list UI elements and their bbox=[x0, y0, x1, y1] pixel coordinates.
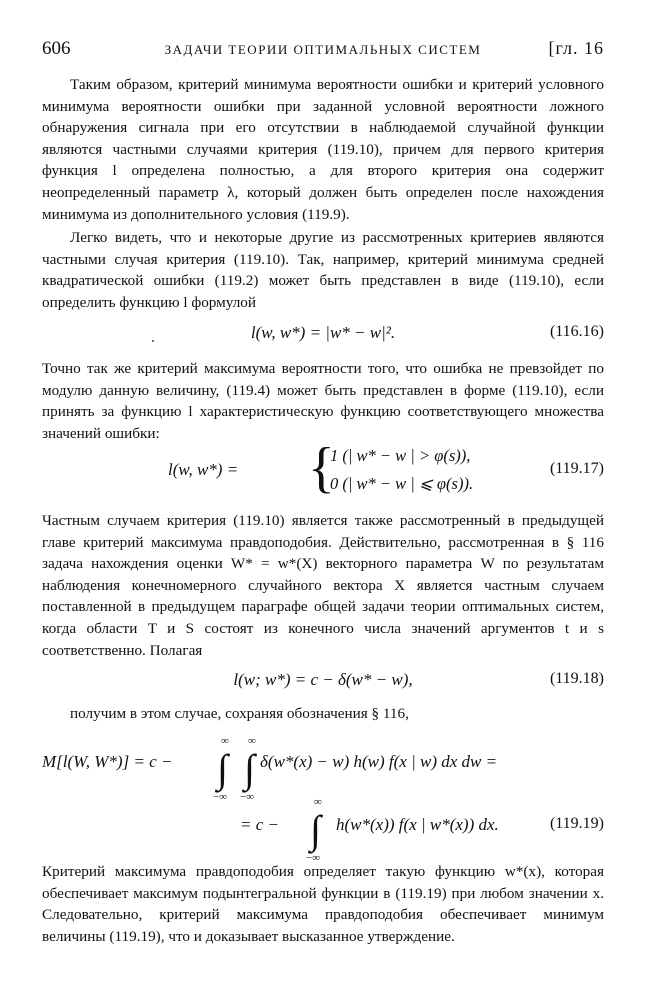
equation-number: (119.18) bbox=[549, 670, 604, 687]
paragraph-4: Частным случаем критерия (119.10) является также рассмотренный в предыдущей главе критерий максимума правдоподобия. Действительно, рассмотренная в § 116 задача нахождения оценки W* = w*(X) векторного параметра W по результатам наблюдения конечномерного случайного вектора X является частным случаем поставленной в предыдущем параграфе общей задачи теории оптимальных систем, когда области T и S состоят из конечного числа значений аргументов t и s соответственно. Полагая bbox=[42, 512, 604, 659]
paragraph-6: Критерий максимума правдоподобия определяет такую функцию w*(x), которая обеспечивает максимум подынтегральной функции в (119.19) при любом значении x. Следовательно, критерий максимума правдоподобия обеспечивает минимум величины (119.19), что и доказывает высказанное утверждение. bbox=[42, 863, 604, 945]
integrand-1: δ(w*(x) − w) h(w) f(x | w) dx dw = bbox=[260, 752, 498, 771]
equation-119-18 bbox=[42, 670, 604, 696]
equation-line2-start: = c − bbox=[240, 815, 279, 834]
paragraph-2: Легко видеть, что и некоторые другие из рассмотренных критериев являются частными случая критерия (119.10). Так, например, критерий минимума средней квадратической ошибки (119.2) может быть представлен в виде (119.10), если определить функцию l формулой bbox=[42, 229, 604, 311]
equation-number: (116.16) bbox=[549, 323, 604, 340]
case-row-1: 1 (| w* − w | > φ(s)), bbox=[330, 446, 471, 465]
integral-symbol: ∫ bbox=[310, 807, 321, 852]
integrand-2: h(w*(x)) f(x | w*(x)) dx. bbox=[336, 815, 499, 834]
brace-symbol: { bbox=[308, 437, 335, 499]
paragraph-5: получим в этом случае, сохраняя обозначения § 116, bbox=[70, 705, 409, 722]
integral-symbol: ∫ bbox=[217, 746, 228, 791]
case-row-2: 0 (| w* − w | ⩽ φ(s)). bbox=[330, 474, 474, 493]
equation-expression: l(w; w*) = c − δ(w* − w), bbox=[233, 670, 413, 689]
integral-symbol: ∫ bbox=[244, 746, 255, 791]
equation-lhs: l(w, w*) = bbox=[168, 460, 239, 479]
lower-limit: −∞ bbox=[306, 852, 321, 864]
running-header bbox=[42, 38, 604, 62]
upper-limit: ∞ bbox=[314, 796, 322, 808]
equation-number: (119.19) bbox=[549, 815, 604, 832]
equation-119-17 bbox=[42, 437, 604, 502]
equation-expression: l(w, w*) = |w* − w|². bbox=[250, 323, 396, 342]
equation-number: (119.17) bbox=[549, 460, 604, 477]
upper-limit: ∞ bbox=[248, 735, 256, 747]
page-number: 606 bbox=[42, 38, 71, 59]
equation-lhs: M[l(W, W*)] = c − bbox=[42, 752, 173, 771]
paragraph-1: Таким образом, критерий минимума вероятности ошибки и критерий условного минимума вероятности ошибки при заданной условной вероятности ложного обнаружения сигнала при его отсутствии в наблюдаемой случайной функции являются частными случаями критерия (119.10), причем для первого критерия функция l определена полностью, а для второго критерия она содержит неопределенный параметр λ, который должен быть определен после нахождения минимума из дополнительного условия (119.9). bbox=[42, 76, 604, 223]
upper-limit: ∞ bbox=[221, 735, 229, 747]
equation-116-16 bbox=[42, 323, 604, 349]
chapter-label: [гл. 16 bbox=[548, 38, 604, 58]
paragraph-3: Точно так же критерий максимума вероятности того, что ошибка не превзойдет по модулю данную величину, (119.4) может быть представлен в форме (119.10), если принять за функцию l характеристическую функцию соответствующего множества значений ошибки: bbox=[42, 360, 604, 442]
lower-limit: −∞ bbox=[240, 791, 255, 803]
lower-limit: −∞ bbox=[213, 791, 228, 803]
running-title: ЗАДАЧИ ТЕОРИИ ОПТИМАЛЬНЫХ СИСТЕМ bbox=[164, 42, 482, 57]
